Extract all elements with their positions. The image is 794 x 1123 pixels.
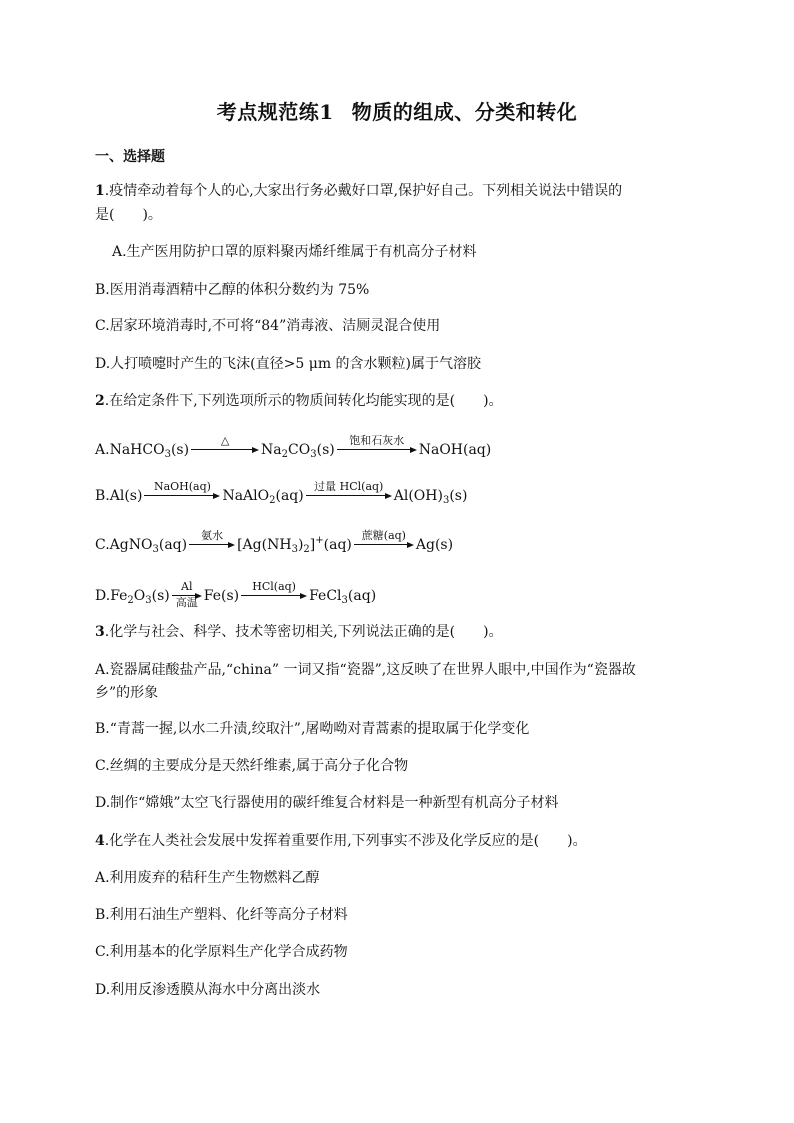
reaction-arrow: Al 高温	[172, 586, 202, 600]
question-3-option-d: D.制作“嫦娥”太空飞行器使用的碳纤维复合材料是一种新型有机高分子材料	[95, 795, 559, 811]
page-title	[0, 96, 794, 125]
reaction-arrow: 蔗糖(aq)	[354, 535, 414, 549]
question-3-option-a-line-2: 乡”的形象	[95, 685, 159, 701]
question-3-option-a-line-1: A.瓷器属硅酸盐产品,“china” 一词又指“瓷器”,这反映了在世界人眼中,中国作为“瓷器故	[95, 662, 636, 678]
question-3-stem: 3.化学与社会、科学、技术等密切相关,下列说法正确的是( )。	[95, 624, 503, 640]
title-part-1: 考点规范练1	[216, 100, 334, 124]
question-2-option-c: C.AgNO$_3$(aq) 氨水 $[Ag(NH_3)_2]^+(aq)$ 蔗糖(aq) Ag(s)	[95, 529, 454, 555]
question-4-option-b: B.利用石油生产塑料、化纤等高分子材料	[95, 907, 348, 923]
question-3-option-b: B.“青蒿一握,以水二升渍,绞取汁”,屠呦呦对青蒿素的提取属于化学变化	[95, 721, 530, 737]
question-1-option-a: A.生产医用防护口罩的原料聚丙烯纤维属于有机高分子材料	[112, 244, 477, 260]
question-4-stem: 4.化学在人类社会发展中发挥着重要作用,下列事实不涉及化学反应的是( )。	[95, 833, 587, 849]
question-1-option-b: B.医用消毒酒精中乙醇的体积分数约为 75%	[95, 282, 370, 298]
reaction-arrow: 氨水	[189, 535, 235, 549]
question-4-option-c: C.利用基本的化学原料生产化学合成药物	[95, 944, 348, 960]
section-heading: 一、选择题	[95, 149, 165, 165]
reaction-arrow: NaOH(aq)	[144, 486, 220, 500]
question-1-stem-line-2: 是( )。	[95, 207, 162, 223]
question-1-stem-line-1: 1.疫情牵动着每个人的心,大家出行务必戴好口罩,保护好自己。下列相关说法中错误的	[95, 183, 623, 199]
question-4-option-a: A.利用废弃的秸秆生产生物燃料乙醇	[95, 870, 320, 886]
question-2-option-b: B.Al(s) NaOH(aq) NaAlO$_2$(aq) 过量 HCl(aq) $Al(OH)_3(s)$	[95, 480, 468, 506]
question-2-option-a: A.NaHCO$_3$(s) △ $Na_2CO_3(s)$ 饱和石灰水 NaOH(aq)	[95, 434, 492, 460]
title-part-2: 物质的组成、分类和转化	[351, 100, 578, 124]
question-1-option-c: C.居家环境消毒时,不可将“84”消毒液、洁厕灵混合使用	[95, 318, 441, 334]
question-1-option-d: D.人打喷嚏时产生的飞沫(直径>5 μm 的含水颗粒)属于气溶胶	[95, 356, 482, 372]
question-2-stem: 2.在给定条件下,下列选项所示的物质间转化均能实现的是( )。	[95, 393, 503, 409]
reaction-arrow: HCl(aq)	[241, 586, 307, 600]
question-3-option-c: C.丝绸的主要成分是天然纤维素,属于高分子化合物	[95, 758, 409, 774]
question-4-option-d: D.利用反渗透膜从海水中分离出淡水	[95, 982, 321, 998]
question-2-option-d: $D.Fe_2O_3(s)$ Al 高温 Fe(s) HCl(aq) FeCl$_3$(aq)	[95, 580, 377, 609]
reaction-arrow: △	[191, 440, 259, 454]
reaction-arrow: 饱和石灰水	[337, 440, 417, 454]
reaction-arrow: 过量 HCl(aq)	[306, 486, 392, 500]
